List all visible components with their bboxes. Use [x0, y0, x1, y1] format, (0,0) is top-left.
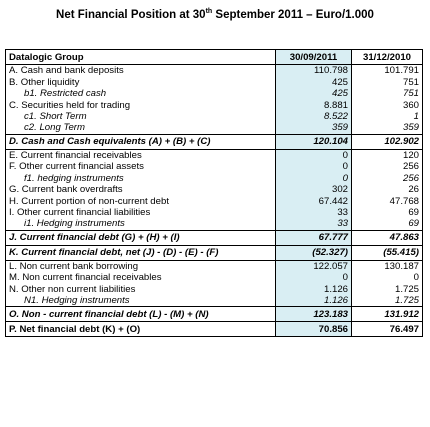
value-2010: 751	[352, 76, 423, 87]
row-label: C. Securities held for trading	[6, 99, 276, 110]
value-2010: 0	[352, 272, 423, 283]
row-label: c1. Short Term	[6, 111, 276, 122]
value-2010: 359	[352, 122, 423, 134]
value-2010: 130.187	[352, 260, 423, 272]
net-financial-position-table	[5, 49, 423, 337]
table-row	[6, 295, 423, 307]
value-2011: 122.057	[276, 260, 352, 272]
value-2011: 425	[276, 76, 352, 87]
table-row	[6, 218, 423, 230]
value-2010: 1.725	[352, 295, 423, 307]
row-label: M. Non current financial receivables	[6, 272, 276, 283]
value-2010: 101.791	[352, 65, 423, 77]
row-label: f1. hedging instruments	[6, 173, 276, 184]
table-row	[6, 260, 423, 272]
value-2010: 47.863	[352, 230, 423, 245]
row-label: L. Non current bank borrowing	[6, 260, 276, 272]
value-2010: 120	[352, 149, 423, 161]
table-row	[6, 111, 423, 122]
table-row	[6, 322, 423, 337]
row-label: b1. Restricted cash	[6, 88, 276, 99]
value-2010: 76.497	[352, 322, 423, 337]
value-2011: 8.522	[276, 111, 352, 122]
table-row	[6, 284, 423, 295]
row-label: N. Other non current liabilities	[6, 284, 276, 295]
value-2011: 70.856	[276, 322, 352, 337]
row-label: N1. Hedging instruments	[6, 295, 276, 307]
page-title: Net Financial Position at 30th September 2011 – Euro/1.000	[56, 8, 374, 21]
value-2010: 360	[352, 99, 423, 110]
table-row	[6, 161, 423, 172]
table-row	[6, 207, 423, 218]
value-2011: 0	[276, 272, 352, 283]
row-label: F. Other current financial assets	[6, 161, 276, 172]
value-2010: 256	[352, 173, 423, 184]
header-col-2010: 31/12/2010	[352, 50, 423, 65]
row-label: K. Current financial debt, net (J) - (D) - (E) - (F)	[6, 245, 276, 260]
table-row	[6, 99, 423, 110]
row-label: E. Current financial receivables	[6, 149, 276, 161]
value-2010: (55.415)	[352, 245, 423, 260]
value-2011: 123.183	[276, 307, 352, 322]
table-row	[6, 122, 423, 134]
table-row	[6, 230, 423, 245]
value-2011: 1.126	[276, 295, 352, 307]
row-label: I. Other current financial liabilities	[6, 207, 276, 218]
table-row	[6, 88, 423, 99]
value-2011: 0	[276, 173, 352, 184]
value-2010: 102.902	[352, 134, 423, 149]
value-2011: 67.442	[276, 195, 352, 206]
value-2010: 69	[352, 207, 423, 218]
value-2011: 120.104	[276, 134, 352, 149]
value-2011: 33	[276, 207, 352, 218]
table-row	[6, 195, 423, 206]
value-2010: 256	[352, 161, 423, 172]
table-row	[6, 184, 423, 195]
value-2011: 1.126	[276, 284, 352, 295]
table-row	[6, 307, 423, 322]
table-row	[6, 76, 423, 87]
value-2011: 359	[276, 122, 352, 134]
value-2011: 110.798	[276, 65, 352, 77]
row-label: i1. Hedging instruments	[6, 218, 276, 230]
value-2011: 0	[276, 161, 352, 172]
row-label: D. Cash and Cash equivalents (A) + (B) + (C)	[6, 134, 276, 149]
value-2011: 8.881	[276, 99, 352, 110]
header-col-2011: 30/09/2011	[276, 50, 352, 65]
value-2011: 33	[276, 218, 352, 230]
value-2010: 1	[352, 111, 423, 122]
row-label: G. Current bank overdrafts	[6, 184, 276, 195]
value-2011: 425	[276, 88, 352, 99]
value-2011: 67.777	[276, 230, 352, 245]
table-row	[6, 245, 423, 260]
table-header-row	[6, 50, 423, 65]
value-2011: 0	[276, 149, 352, 161]
row-label: A. Cash and bank deposits	[6, 65, 276, 77]
row-label: c2. Long Term	[6, 122, 276, 134]
row-label: P. Net financial debt (K) + (O)	[6, 322, 276, 337]
table-row	[6, 134, 423, 149]
value-2011: (52.327)	[276, 245, 352, 260]
row-label: B. Other liquidity	[6, 76, 276, 87]
table-row	[6, 149, 423, 161]
value-2010: 47.768	[352, 195, 423, 206]
row-label: O. Non - current financial debt (L) - (M) + (N)	[6, 307, 276, 322]
table-row	[6, 173, 423, 184]
row-label: H. Current portion of non-current debt	[6, 195, 276, 206]
table-row	[6, 272, 423, 283]
value-2010: 1.725	[352, 284, 423, 295]
value-2010: 751	[352, 88, 423, 99]
value-2010: 26	[352, 184, 423, 195]
table-row	[6, 65, 423, 77]
row-label: J. Current financial debt (G) + (H) + (I)	[6, 230, 276, 245]
value-2010: 131.912	[352, 307, 423, 322]
value-2010: 69	[352, 218, 423, 230]
header-group: Datalogic Group	[6, 50, 276, 65]
value-2011: 302	[276, 184, 352, 195]
